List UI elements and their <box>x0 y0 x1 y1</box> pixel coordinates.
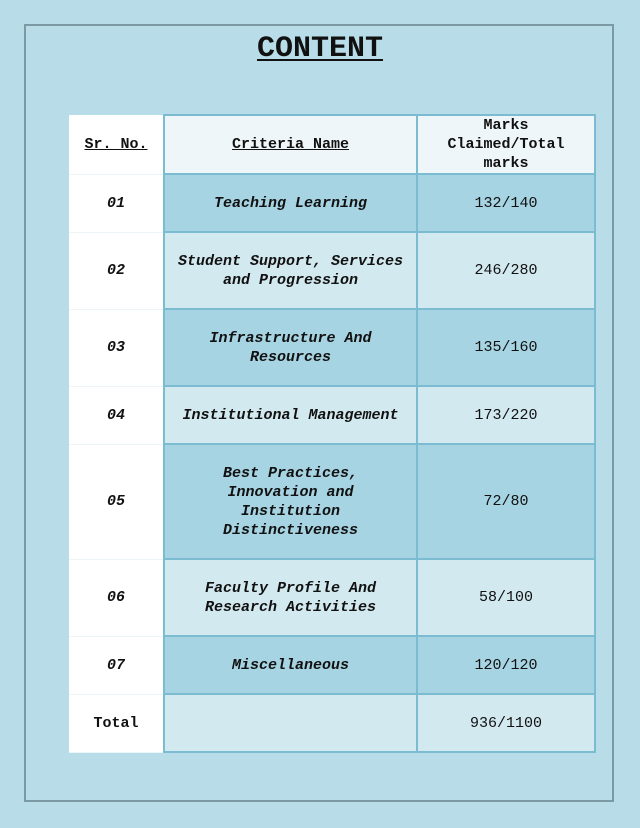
criteria-cell: Infrastructure And Resources <box>164 309 417 386</box>
total-label: Total <box>69 694 164 752</box>
content-table <box>69 114 596 753</box>
sr-no-cell: 06 <box>69 559 164 636</box>
sr-no-cell: 03 <box>69 309 164 386</box>
header-criteria-name: Criteria Name <box>164 115 417 174</box>
total-marks-cell: 936/1100 <box>417 694 595 752</box>
criteria-cell: Student Support, Services and Progression <box>164 232 417 309</box>
table-row <box>69 309 595 386</box>
criteria-cell: Miscellaneous <box>164 636 417 694</box>
marks-cell: 173/220 <box>417 386 595 444</box>
header-marks-line-2: Claimed/Total <box>447 136 565 153</box>
sr-no-cell: 02 <box>69 232 164 309</box>
criteria-cell: Best Practices, Innovation and Institution Distinctiveness <box>164 444 417 559</box>
header-marks-line-3: marks <box>483 155 529 172</box>
table-header-row <box>69 115 595 174</box>
sr-no-cell: 07 <box>69 636 164 694</box>
table-row <box>69 232 595 309</box>
header-marks <box>417 115 595 174</box>
marks-cell: 72/80 <box>417 444 595 559</box>
header-marks-line-1: Marks <box>483 117 529 134</box>
marks-cell: 135/160 <box>417 309 595 386</box>
total-criteria-cell <box>164 694 417 752</box>
marks-cell: 132/140 <box>417 174 595 232</box>
marks-cell: 120/120 <box>417 636 595 694</box>
table-row <box>69 559 595 636</box>
marks-cell: 246/280 <box>417 232 595 309</box>
table-row <box>69 444 595 559</box>
sr-no-cell: 04 <box>69 386 164 444</box>
sr-no-cell: 01 <box>69 174 164 232</box>
table-total-row <box>69 694 595 752</box>
criteria-cell: Institutional Management <box>164 386 417 444</box>
page-title: CONTENT <box>256 32 384 66</box>
marks-cell: 58/100 <box>417 559 595 636</box>
criteria-cell: Faculty Profile And Research Activities <box>164 559 417 636</box>
table-row <box>69 174 595 232</box>
header-sr-no: Sr. No. <box>69 115 164 174</box>
table-row <box>69 636 595 694</box>
criteria-cell: Teaching Learning <box>164 174 417 232</box>
sr-no-cell: 05 <box>69 444 164 559</box>
table-row <box>69 386 595 444</box>
